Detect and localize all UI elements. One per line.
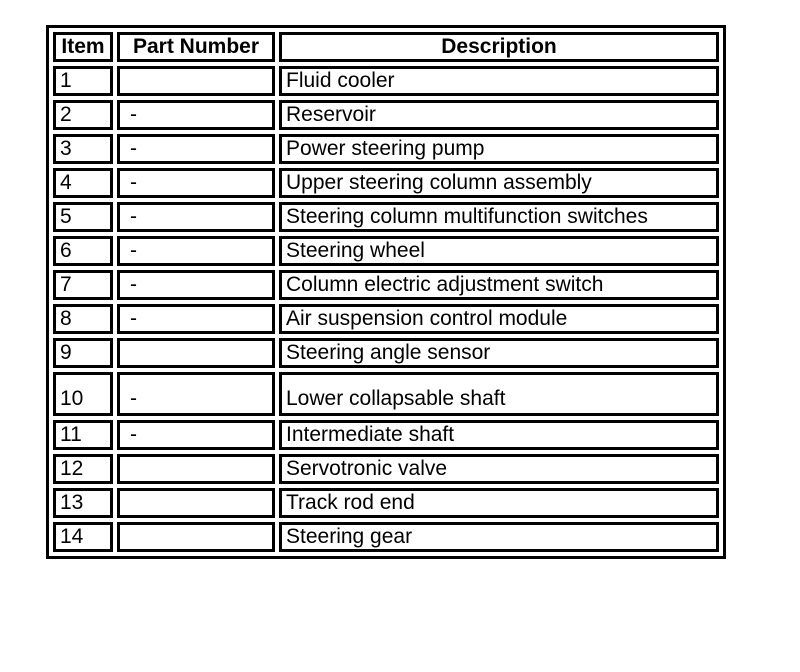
cell-item: 14 [53, 522, 113, 552]
parts-table [46, 25, 726, 559]
cell-description: Reservoir [279, 100, 719, 130]
table-row [53, 488, 719, 518]
cell-part-number: - [117, 202, 275, 232]
cell-description: Upper steering column assembly [279, 168, 719, 198]
table-row [53, 236, 719, 266]
cell-item: 11 [53, 420, 113, 450]
cell-part-number [117, 522, 275, 552]
table-row [53, 168, 719, 198]
cell-part-number: - [117, 420, 275, 450]
cell-item: 6 [53, 236, 113, 266]
cell-item: 9 [53, 338, 113, 368]
cell-item: 2 [53, 100, 113, 130]
cell-part-number: - [117, 270, 275, 300]
cell-description: Servotronic valve [279, 454, 719, 484]
cell-part-number: - [117, 236, 275, 266]
cell-item: 8 [53, 304, 113, 334]
table-row [53, 522, 719, 552]
cell-item: 13 [53, 488, 113, 518]
cell-item: 5 [53, 202, 113, 232]
cell-part-number: - [117, 372, 275, 416]
cell-description: Steering gear [279, 522, 719, 552]
cell-part-number [117, 338, 275, 368]
table-row [53, 100, 719, 130]
table-row [53, 338, 719, 368]
cell-part-number: - [117, 304, 275, 334]
cell-part-number: - [117, 100, 275, 130]
table-row [53, 202, 719, 232]
table-row [53, 304, 719, 334]
header-item: Item [53, 32, 113, 62]
cell-description: Track rod end [279, 488, 719, 518]
cell-item: 4 [53, 168, 113, 198]
table-row [53, 270, 719, 300]
table-row [53, 66, 719, 96]
cell-part-number [117, 66, 275, 96]
cell-item: 1 [53, 66, 113, 96]
cell-item: 10 [53, 372, 113, 416]
cell-item: 7 [53, 270, 113, 300]
table-row [53, 134, 719, 164]
cell-part-number [117, 488, 275, 518]
cell-part-number [117, 454, 275, 484]
header-description: Description [279, 32, 719, 62]
cell-description: Column electric adjustment switch [279, 270, 719, 300]
table-row [53, 372, 719, 416]
cell-description: Steering angle sensor [279, 338, 719, 368]
header-part-number: Part Number [117, 32, 275, 62]
cell-description: Steering wheel [279, 236, 719, 266]
cell-item: 12 [53, 454, 113, 484]
cell-description: Steering column multifunction switches [279, 202, 719, 232]
cell-part-number: - [117, 134, 275, 164]
cell-description: Lower collapsable shaft [279, 372, 719, 416]
cell-part-number: - [117, 168, 275, 198]
cell-description: Fluid cooler [279, 66, 719, 96]
table-row [53, 454, 719, 484]
cell-description: Intermediate shaft [279, 420, 719, 450]
cell-item: 3 [53, 134, 113, 164]
table-row [53, 420, 719, 450]
table-header-row [53, 32, 719, 62]
cell-description: Air suspension control module [279, 304, 719, 334]
cell-description: Power steering pump [279, 134, 719, 164]
